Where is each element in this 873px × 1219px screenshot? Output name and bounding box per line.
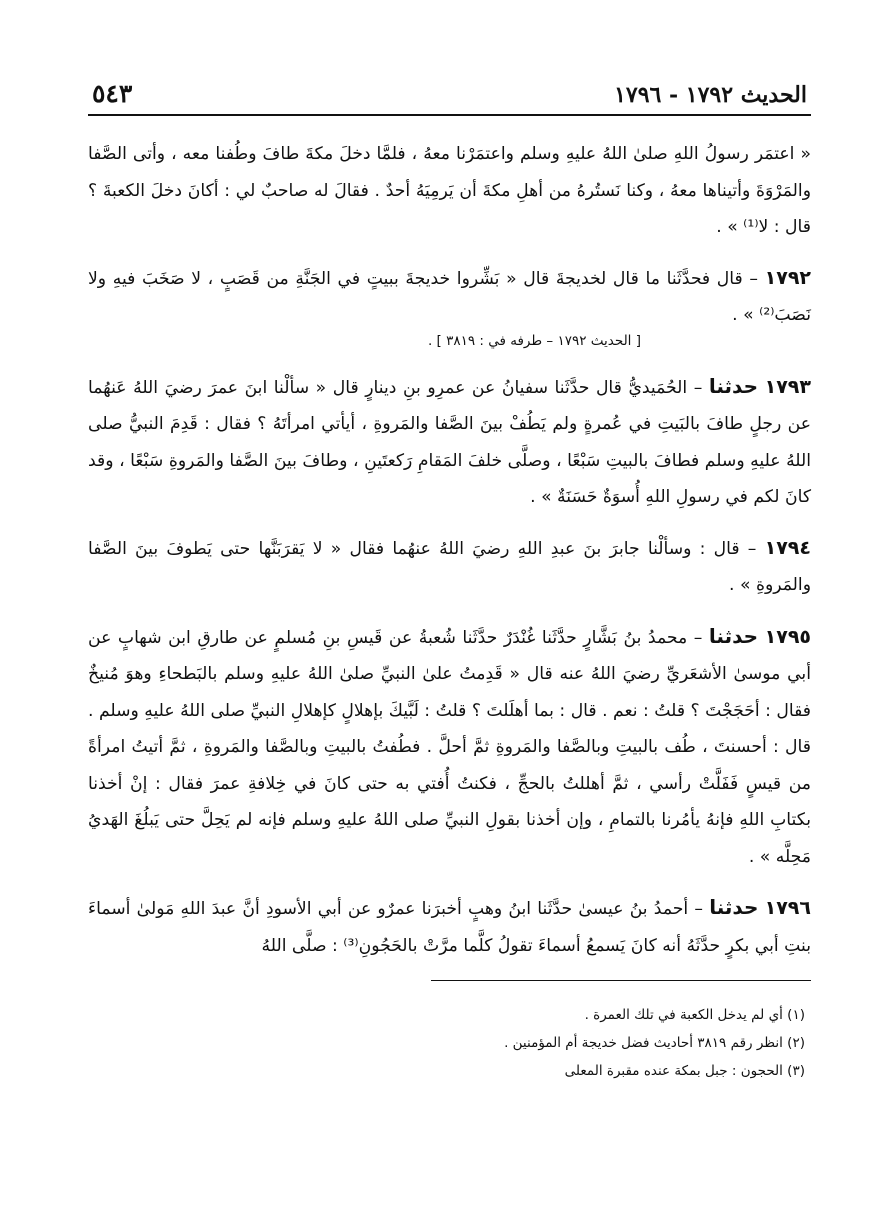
page-number: ٥٤٣: [92, 79, 133, 108]
hadith-text: « اعتمَر رسولُ اللهِ صلىٰ اللهُ عليهِ وسلم واعتمَرْنا معهُ ، فلمَّا دخلَ مكةَ طافَ وطُفنا معه ، وأتى الصَّفا والمَرْوَةَ وأتيناها معهُ ، وكنا نَستُرهُ من أهلِ مكةَ أن يَرمِيَهُ أحدٌ . فقالَ له صاحبٌ لي : أكانَ دخلَ الكعبةَ ؟ قال : لا⁽¹⁾ » .: [88, 144, 811, 237]
hadith-number: ١٧٩٦: [764, 897, 811, 919]
haddathana-keyword: حدثنا: [708, 623, 759, 648]
hadith-paragraph: [88, 530, 811, 604]
footnote-divider: [431, 980, 811, 981]
hadith-paragraph: [88, 136, 811, 246]
cross-reference-note: [ الحديث ١٧٩٢ – طرفه في : ٣٨١٩ ] .: [427, 332, 641, 349]
hadith-paragraph: [88, 889, 811, 964]
hadith-text: – الحُمَيديُّ قال حدَّثَنا سفيانُ عن عمرِو بنِ دينارٍ قال « سألْنا ابنَ عمرَ رضيَ اللهُ عَنهُما عن رجلٍ طافَ بالبَيتِ في عُمرةٍ ولم يَطُفْ بينَ الصَّفا والمَروةِ ، أيأتي امرأتَهُ ؟ فقال : قَدِمَ النبيُّ صلى اللهُ عليهِ وسلم فطافَ بالبيتِ سَبْعًا ، وصلَّى خلفَ المَقامِ رَكعتَينِ ، وطافَ بينَ الصَّفا والمَروةِ سَبْعًا ، وقد كانَ لكم في رسولِ اللهِ أُسوَةٌ حَسَنَةٌ » .: [88, 377, 811, 507]
hadith-text: – أحمدُ بنُ عيسىٰ حدَّثَنا ابنُ وهبٍ أخبرَنا عمرٌو عن أبي الأسودِ أنَّ عبدَ اللهِ مَولىٰ أسماءَ بنتِ أبي بكرٍ حدَّثَهُ أنه كانَ يَسمعُ أسماءَ تقولُ كلَّما مرَّتْ بالحَجُونِ⁽³⁾ : صلَّى اللهُ: [88, 899, 811, 956]
hadith-paragraph: [88, 260, 811, 334]
footnotes: [88, 1003, 811, 1083]
footnote: (٣) الحجون : جبل بمكة عنده مقبرة المعلى: [564, 1063, 805, 1079]
hadith-text: – قال فحدَّثَنا ما قال لخديجةَ قال « بَشِّروا خديجةَ ببيتٍ في الجَنَّةِ من قَصَبٍ ، لا صَخَبَ فيهِ ولا نَصَبَ⁽²⁾ » .: [88, 268, 811, 325]
hadith-text: – قال : وسألْنا جابرَ بنَ عبدِ اللهِ رضيَ اللهُ عنهُما فقال « لا يَقرَبَنَّها حتى يَطوفَ بينَ الصَّفا والمَروةِ » .: [88, 538, 811, 595]
hadith-paragraph: [88, 618, 811, 876]
page-header: [88, 58, 811, 116]
haddathana-keyword: حدثنا: [709, 895, 759, 919]
hadith-number: ١٧٩٥: [764, 625, 812, 648]
footnote: (١) أي لم يدخل الكعبة في تلك العمرة .: [584, 1007, 805, 1023]
running-title: الحديث ١٧٩٢ - ١٧٩٦: [614, 82, 807, 108]
hadith-number: ١٧٩٤: [764, 536, 811, 559]
footnote: (٢) انظر رقم ٣٨١٩ أحاديث فضل خديجة أم المؤمنين .: [504, 1035, 805, 1051]
hadith-number: ١٧٩٣: [764, 375, 811, 398]
hadith-text: – محمدُ بنُ بَشَّارٍ حدَّثَنا غُنْدَرٌ حدَّثَنا شُعبةُ عن قَيسِ بنِ مُسلمٍ عن طارقِ ابن شهابٍ عن أبي موسىٰ الأشعَريِّ رضيَ اللهُ عنه قال « قَدِمتُ علىٰ النبيِّ صلىٰ اللهُ عليهِ وسلم بالبَطحاءِ وهوَ مُنيخٌ فقال : أحَجَجْتَ ؟ قلتُ : نعم . قال : بما أهلَلتَ ؟ قلتُ : لَبَّيكَ بإهلالٍ كإهلالِ النبيِّ صلى اللهُ عليهِ وسلم . قال : أحسنتَ ، طُف بالبيتِ وبالصَّفا والمَروةِ ثمَّ أحلَّ . فطُفتُ بالبيتِ وبالصَّفا والمَروةِ ، ثمَّ أتيتُ امرأةً من قيسٍ فَفَلَّتْ رأسي ، ثمَّ أهللتُ بالحجِّ ، فكنتُ أُفتي به حتى كانَ في خِلافةِ عمرَ فقال : إنْ أخذنا بكتابِ اللهِ فإنهُ يأمُرنا بالتمامِ ، وإن أخذنا بقولِ النبيِّ صلى اللهُ عليهِ وسلم فإنه لم يَحِلَّ حتى يَبلُغَ الهَديُ مَحِلَّه » .: [88, 627, 811, 867]
haddathana-keyword: حدثنا: [708, 373, 759, 398]
hadith-paragraph: [88, 368, 811, 516]
page-body: [88, 136, 811, 1083]
hadith-number: ١٧٩٢: [764, 266, 812, 289]
